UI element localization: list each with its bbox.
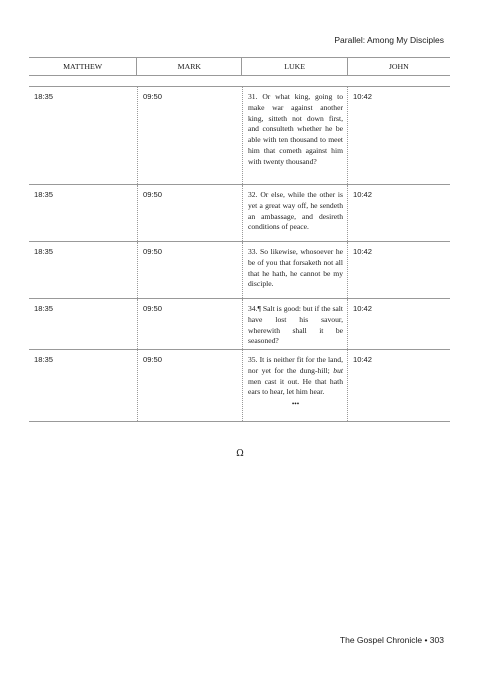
luke-verse: 33. So likewise, whosoever he be of you that forsaketh not all that he hath, he cannot be my disciple. [242,242,347,298]
mark-ref: 09:50 [137,185,242,241]
column-header-row [29,57,450,76]
john-ref: 10:42 [347,299,450,349]
john-ref: 10:42 [347,350,450,421]
matthew-ref: 18:35 [34,304,54,313]
end-mark: Ω [236,449,244,459]
mark-ref: 09:50 [137,350,242,421]
matthew-ref: 18:35 [34,355,54,364]
column-header-john: JOHN [347,58,450,75]
running-head: Parallel: Among My Disciples [334,35,444,45]
table-row [29,299,450,350]
john-ref: 10:42 [347,185,450,241]
luke-verse: 35. It is neither fit for the land, nor yet for the dung-hill; but men cast it out. He that hath ears to hear, let him hear. ••• [242,350,347,421]
mark-ref: 09:50 [137,299,242,349]
column-header-luke: LUKE [241,58,346,75]
table-row [29,185,450,242]
matthew-ref: 18:35 [34,92,54,101]
john-ref: 10:42 [347,87,450,184]
luke-verse: 31. Or what king, going to make war against another king, sitteth not down first, and consulteth whether he be able with ten thousand to meet him that cometh against him with twenty thousand? [242,87,347,184]
luke-verse: 34.¶ Salt is good: but if the salt have lost his savour, wherewith shall it be seasoned? [242,299,347,349]
parallel-table [29,86,450,422]
column-header-matthew: MATTHEW [63,62,103,71]
table-row [29,350,450,422]
matthew-ref: 18:35 [34,247,54,256]
luke-italic-word: but [333,365,343,375]
john-ref: 10:42 [347,242,450,298]
table-row [29,242,450,299]
page-footer: The Gospel Chronicle • 303 [339,635,444,645]
mark-ref: 09:50 [137,87,242,184]
table-row [29,87,450,185]
luke-verse: 32. Or else, while the other is yet a great way off, he sendeth an ambassage, and desireth conditions of peace. [242,185,347,241]
matthew-ref: 18:35 [34,190,54,199]
mark-ref: 09:50 [137,242,242,298]
column-header-mark: MARK [136,58,241,75]
ornament-dots: ••• [291,400,300,409]
